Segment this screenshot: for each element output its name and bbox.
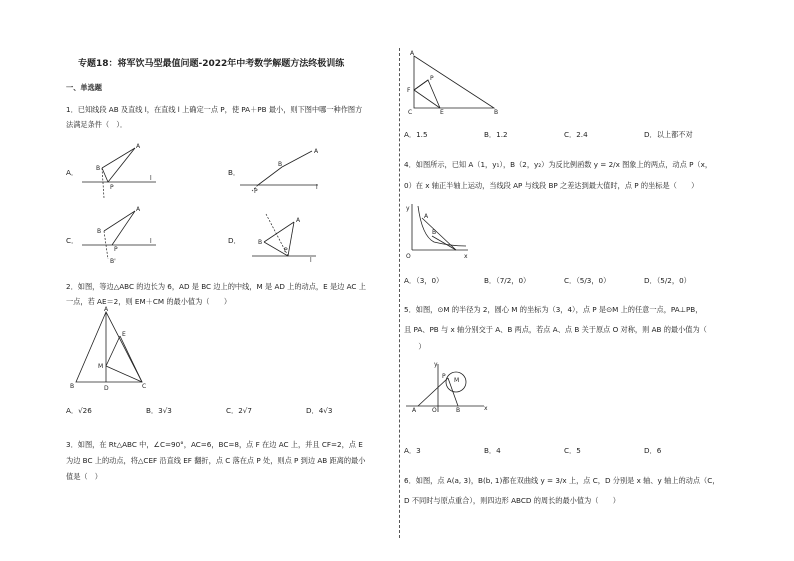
q4-option-d[interactable]: D．（5/2，0） [644, 276, 691, 285]
q1-option-b[interactable]: B． [228, 168, 241, 177]
q4-option-a[interactable]: A．（3，0） [404, 276, 444, 285]
q1-text-line1: 1．已知线段 AB 及直线 l，在直线 l 上确定一点 P，使 PA＋PB 最小，则下图中哪一种作图方 [66, 105, 363, 114]
q6-text-line2: D 不同时与原点重合），则四边形 ABCD 的周长的最小值为（ ） [404, 496, 620, 505]
q1a-label-l: l [150, 175, 152, 182]
q1d-label-b: B [258, 239, 263, 246]
q2-label-m: M [98, 363, 104, 370]
q1-figure-c [80, 205, 160, 265]
q5-label-b: B [456, 407, 461, 414]
q5-label-m: M [454, 377, 460, 384]
q2-triangle-figure [70, 308, 155, 393]
q4-text-line2: 0）在 x 轴正半轴上运动，当线段 AP 与线段 BP 之差达到最大值时，点 P 的坐标是（ ） [404, 181, 699, 190]
q1-option-a[interactable]: A． [66, 168, 79, 177]
q2-option-b[interactable]: B．3√3 [146, 406, 172, 415]
q5-label-a: A [412, 407, 417, 414]
q4-option-b[interactable]: B．（7/2，0） [484, 276, 531, 285]
q4-label-a: A [424, 213, 429, 220]
q1c-label-a: A [136, 206, 141, 213]
q3-label-c: C [408, 109, 413, 116]
q2-text-line2: 一点，若 AE＝2，则 EM＋CM 的最小值为（ ） [66, 297, 232, 306]
q5-label-p: P [442, 373, 446, 380]
q4-hyperbola-figure [404, 200, 474, 260]
q1-text-line2: 法满足条件（ ）． [66, 120, 128, 129]
q1-option-c[interactable]: C． [66, 236, 79, 245]
q2-option-a[interactable]: A．√26 [66, 406, 92, 415]
q2-label-a: A [104, 306, 109, 313]
q5-circle-figure [404, 360, 489, 416]
q5-option-d[interactable]: D．6 [644, 446, 662, 455]
q3-label-e: E [440, 109, 444, 116]
q1b-label-a: A [314, 148, 319, 155]
q5-option-c[interactable]: C．5 [564, 446, 581, 455]
q2-option-d[interactable]: D．4√3 [306, 406, 333, 415]
page-title: 专题18：将军饮马型最值问题-2022年中考数学解题方法终极训练 [78, 59, 345, 69]
q3-option-c[interactable]: C．2.4 [564, 130, 588, 139]
q2-label-d: D [104, 385, 109, 392]
q4-label-b: B [432, 229, 437, 236]
q5-label-x: x [484, 405, 488, 412]
q2-label-b: B [70, 383, 75, 390]
q1-option-d[interactable]: D． [228, 236, 241, 245]
q3-label-a: A [410, 50, 415, 57]
q1c-label-b: B [97, 228, 102, 235]
column-divider [399, 48, 400, 538]
section-heading: 一、单选题 [66, 83, 102, 92]
q3-label-p: P [430, 75, 434, 82]
q1b-label-l: l [316, 184, 318, 191]
q3-text-line1: 3．如图，在 Rt△ABC 中，∠C=90°，AC=6，BC=8，点 F 在边 AC 上，并且 CF=2，点 E [66, 440, 363, 449]
q1c-label-p: P [114, 246, 118, 253]
q4-label-y: y [406, 205, 410, 212]
q3-text-line2: 为边 BC 上的动点，将△CEF 沿直线 EF 翻折，点 C 落在点 P 处，则点 P 到边 AB 距离的最小 [66, 456, 366, 465]
q1d-label-l: l [310, 257, 312, 264]
q3-label-b: B [494, 109, 499, 116]
q4-label-x: x [464, 253, 468, 260]
q3-option-a[interactable]: A．1.5 [404, 130, 428, 139]
q2-option-c[interactable]: C．2√7 [226, 406, 252, 415]
q4-option-c[interactable]: C．（5/3，0） [564, 276, 611, 285]
q4-label-o: O [406, 253, 411, 260]
q3-option-d[interactable]: D．以上都不对 [644, 130, 693, 139]
q2-label-c: C [142, 383, 147, 390]
q1a-label-a: A [136, 143, 141, 150]
q5-option-b[interactable]: B．4 [484, 446, 501, 455]
q1-figure-b [238, 145, 323, 195]
q3-triangle-figure [406, 52, 506, 114]
q1a-label-p: P [110, 184, 114, 191]
q3-option-b[interactable]: B．1.2 [484, 130, 508, 139]
q1-figure-a [80, 140, 160, 200]
q1c-label-bprime: B' [110, 258, 116, 265]
q6-text-line1: 6．如图，点 A(a, 3)，B(b, 1)都在双曲线 y = 3/x 上，点 C，D 分别是 x 轴、y 轴上的动点（C， [404, 476, 720, 485]
q1b-label-p: P [254, 188, 258, 195]
q4-text-line1: 4．如图所示，已知 A（1，y₁），B（2，y₂）为反比例函数 y = 2/x 图象上的两点，动点 P（x， [404, 160, 713, 169]
q2-label-e: E [122, 331, 126, 338]
q5-label-y: y [434, 361, 438, 368]
q5-text-line1: 5．如图，⊙M 的半径为 2，圆心 M 的坐标为（3，4），点 P 是⊙M 上的任意一点，PA⊥PB， [404, 305, 703, 314]
q1b-label-b: B [278, 161, 283, 168]
q1a-label-b: B [96, 165, 101, 172]
q1-figure-d [250, 208, 330, 263]
q1d-label-p: P [284, 247, 288, 254]
q5-text-line2: 且 PA、PB 与 x 轴分别交于 A、B 两点，若点 A、点 B 关于原点 O 对称，则 AB 的最小值为（ [404, 325, 707, 334]
q2-text-line1: 2．如图，等边△ABC 的边长为 6，AD 是 BC 边上的中线，M 是 AD 上的动点，E 是边 AC 上 [66, 282, 366, 291]
q5-option-a[interactable]: A．3 [404, 446, 421, 455]
q1c-label-l: l [150, 238, 152, 245]
q3-text-line3: 值是（ ） [66, 472, 102, 481]
q5-label-o: O [432, 407, 437, 414]
q3-label-f: F [407, 87, 411, 94]
q5-text-line3: ） [404, 342, 426, 351]
q1d-label-a: A [296, 217, 301, 224]
